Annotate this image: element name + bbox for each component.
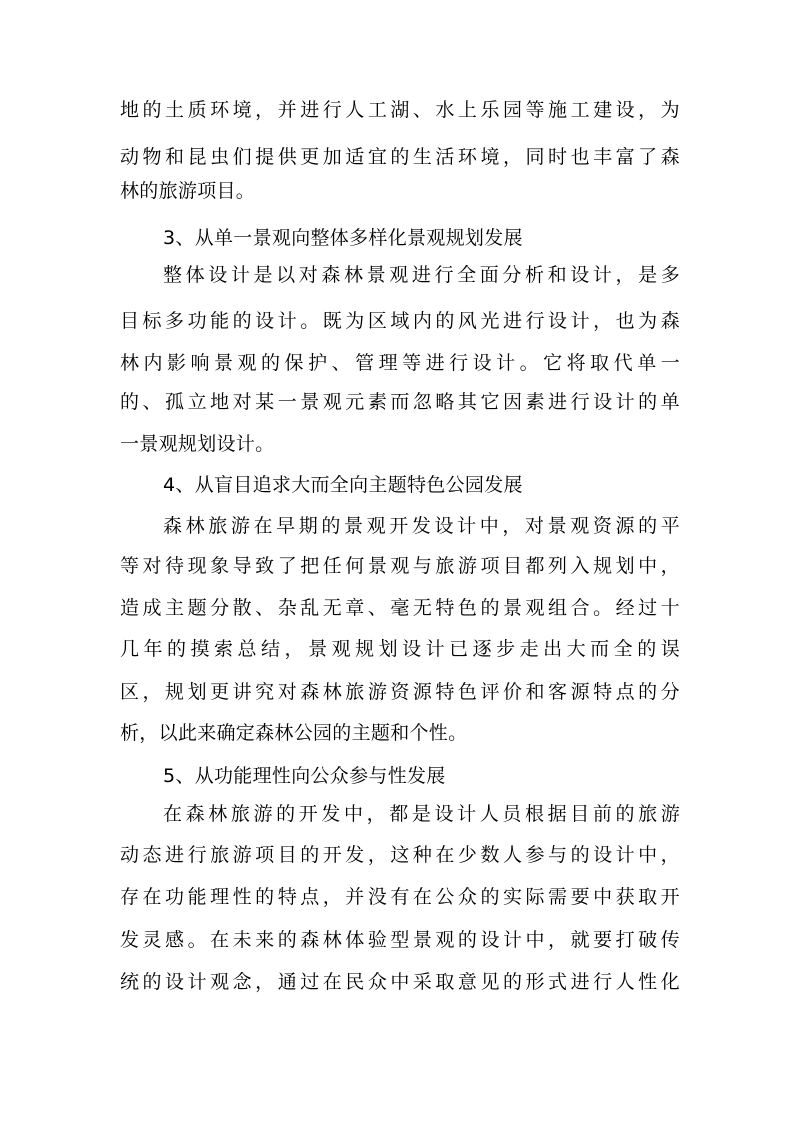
body-line: 在森林旅游的开发中，都是设计人员根据目前的旅游 (163, 803, 680, 825)
body-line: 目标多功能的设计。既为区域内的风光进行设计，也为森 (120, 310, 680, 332)
body-line: 造成主题分散、杂乱无章、毫无特色的景观组合。经过十 (120, 597, 680, 619)
body-line: 发灵感。在未来的森林体验型景观的设计中，就要打破传 (120, 929, 680, 951)
section-heading-3: 3、从单一景观向整体多样化景观规划发展 (163, 227, 523, 249)
section-heading-4: 4、从盲目追求大而全向主题特色公园发展 (163, 474, 523, 496)
body-line: 析，以此来确定森林公园的主题和个性。 (120, 722, 468, 744)
body-line: 整体设计是以对森林景观进行全面分析和设计，是多 (163, 264, 680, 286)
body-line: 森林旅游在早期的景观开发设计中，对景观资源的平 (163, 515, 680, 537)
body-line: 几年的摸索总结，景观规划设计已逐步走出大而全的误 (120, 638, 680, 660)
body-line: 存在功能理性的特点，并没有在公众的实际需要中获取开 (120, 886, 680, 908)
body-line: 动态进行旅游项目的开发，这种在少数人参与的设计中， (120, 844, 680, 866)
body-line: 一景观规划设计。 (120, 433, 275, 455)
body-line: 统的设计观念，通过在民众中采取意见的形式进行人性化 (120, 971, 680, 993)
body-line: 地的土质环境，并进行人工湖、水上乐园等施工建设，为 (120, 99, 680, 121)
body-line: 的、孤立地对某一景观元素而忽略其它因素进行设计的单 (120, 391, 680, 413)
body-line: 等对待现象导致了把任何景观与旅游项目都列入规划中， (120, 555, 680, 577)
body-line: 林的旅游项目。 (120, 180, 256, 202)
body-line: 区，规划更讲究对森林旅游资源特色评价和客源特点的分 (120, 681, 680, 703)
body-line: 林内影响景观的保护、管理等进行设计。它将取代单一 (120, 352, 680, 374)
section-heading-5: 5、从功能理性向公众参与性发展 (163, 765, 446, 787)
body-line: 动物和昆虫们提供更加适宜的生活环境，同时也丰富了森 (120, 146, 680, 168)
